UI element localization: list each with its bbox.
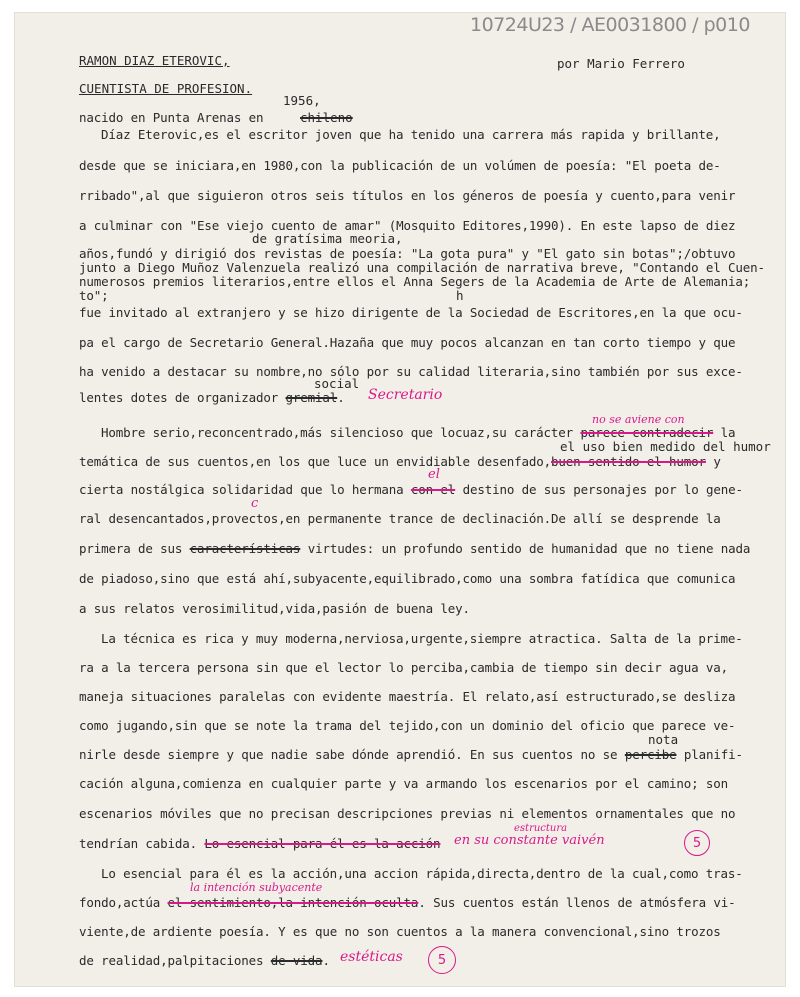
p3-line5 (79, 749, 743, 762)
p1-line4: rribado",al que siguieron otros seis títulos en los géneros de poesía y cuento,para venir (79, 188, 736, 203)
p3-line4: como jugando,sin que se note la trama del tejido,con un dominio del oficio que parece ve- (79, 718, 736, 733)
annotation-el: el (428, 467, 440, 482)
p2-line3 (79, 484, 743, 497)
p1-line13 (79, 392, 345, 405)
p1-line11: pa el cargo de Secretario General.Hazaña que muy pocos alcanzan en tan corto tiempo y que (79, 335, 736, 350)
title-subtitle: CUENTISTA DE PROFESION. (79, 81, 253, 96)
p2-line4: ral desencantados,provectos,en permanente trance de declinación.De allí se desprende la (79, 511, 721, 526)
p4-line2-text: fondo,actúa (79, 895, 161, 910)
p4-line2 (79, 897, 735, 910)
p1-line2: Díaz Eterovic,es el escritor joven que ha tenido una carrera más rapida y brillante, (101, 127, 721, 142)
insert-revistas: de gratísima meoria, (252, 231, 403, 246)
annotation-intencion: la intención subyacente (190, 881, 323, 894)
p1-line13-text: lentes dotes de organizador (79, 390, 279, 405)
p1-line12: ha venido a destacar su nombre,no sólo por su calidad literaria,sino también por sus exce- (79, 364, 743, 379)
p1-line9: to"; (79, 288, 109, 303)
p2-line6: de piadoso,sino que está ahí,subyacente,equilibrado,como una sombra fatídica que comunica (79, 571, 736, 586)
annotation-constante: en su constante vaivén (454, 833, 605, 848)
struck-lo-esencial: Lo esencial para él es la acción (204, 836, 441, 851)
annotation-estructura: estructura (514, 823, 568, 834)
insert-year: 1956, (283, 93, 321, 108)
insert-nota: nota (648, 732, 679, 747)
struck-de-vida: de vida (270, 953, 323, 968)
p3-line5-text: nirle desde siempre y que nadie sabe dónde aprendió. En sus cuentos no se (79, 747, 618, 762)
p4-line3: viente,de ardiente poesía. Y es que no son cuentos a la manera convencional,sino trozos (79, 924, 721, 939)
p2-line7: a sus relatos verosimilitud,vida,pasión de buena ley. (79, 601, 470, 616)
annotation-no-se-aviene: no se aviene con (592, 413, 685, 426)
p2-line3-end: destino de sus personajes por lo gene- (462, 482, 743, 497)
struck-con-el: con el (410, 482, 456, 497)
struck-parece: parece contradecir (580, 425, 714, 440)
p3-line7: escenarios móviles que no precisan descripciones previas ni elementos ornamentales que no (79, 806, 736, 821)
p1-line1: nacido en Punta Arenas en (79, 110, 264, 125)
p3-line8-text: tendrían cabida. (79, 836, 198, 851)
annotation-esteticas: estéticas (340, 949, 403, 965)
p2-line5-end: virtudes: un profundo sentido de humanidad que no tiene nada (307, 541, 751, 556)
p2-line5 (79, 543, 750, 556)
p3-line5-end: planifi- (683, 747, 743, 762)
p4-line1: Lo esencial para él es la acción,una accion rápida,directa,dentro de la cual,como tras- (101, 866, 743, 881)
p1-line6: años,fundó y dirigió dos revistas de poesía: "La gota pura" y "El gato sin botas";/obtuvo (79, 246, 736, 261)
page-mark-circle-b: 5 (428, 946, 456, 974)
p1-line13-end: . (337, 390, 345, 405)
p1-line7: junto a Diego Muñoz Valenzuela realizó una compilación de narrativa breve, "Contando el Cuen- (79, 260, 765, 275)
p2-line2-end: y (713, 454, 721, 469)
p3-line2: ra a la tercera persona sin que el lector lo perciba,cambia de tiempo sin decir agua va, (79, 660, 729, 675)
insert-h: h (456, 288, 464, 303)
p3-line1: La técnica es rica y muy moderna,nerviosa,urgente,siempre atractica. Salta de la prime- (101, 631, 743, 646)
annotation-c: c (251, 496, 259, 511)
p3-line3: maneja situaciones paralelas con evidente maestría. El relato,así estructurado,se desliza (79, 689, 736, 704)
p4-line4 (79, 955, 330, 968)
p2-line2 (79, 456, 721, 469)
insert-social: social (314, 376, 360, 391)
p2-line1-end: la (720, 425, 736, 440)
struck-buen-sentido: buen sentido el humor (551, 454, 706, 469)
p1-line8: numerosos premios literarios,entre ellos el Anna Segers de la Academia de Arte de Alemania; (79, 274, 751, 289)
p2-line5-text: primera de sus (79, 541, 183, 556)
annotation-secretario: Secretario (368, 387, 443, 403)
archive-reference: 10724U23 / AE0031800 / p010 (470, 14, 750, 36)
p3-line8 (79, 838, 440, 851)
title-name: RAMON DIAZ ETEROVIC, (79, 53, 230, 68)
p4-line4-end: . (322, 953, 330, 968)
p2-line2-text: temática de sus cuentos,en los que luce un envidiable desenfado, (79, 454, 552, 469)
struck-gremial: gremial (285, 390, 338, 405)
struck-percibe: percibe (624, 747, 677, 762)
p2-line1-text: Hombre serio,reconcentrado,más silencioso que locuaz,su carácter (101, 425, 574, 440)
p1-line10: fue invitado al extranjero y se hizo dirigente de la Sociedad de Escritores,en la que ocu- (79, 305, 743, 320)
p4-line4-text: de realidad,palpitaciones (79, 953, 264, 968)
author-byline: por Mario Ferrero (557, 56, 685, 71)
struck-chileno: chileno (300, 110, 353, 125)
struck-caracteristicas: características (189, 541, 301, 556)
insert-humor: el uso bien medido del humor (560, 439, 771, 454)
p1-line5: a culminar con "Ese viejo cuento de amar" (Mosquito Editores,1990). En este lapso de diez (79, 218, 736, 233)
p4-line2-end: . Sus cuentos están llenos de atmósfera vi- (418, 895, 736, 910)
struck-sentimiento: el sentimiento,la intención oculta (167, 895, 419, 910)
p1-line3: desde que se iniciara,en 1980,con la publicación de un volúmen de poesía: "El poeta de- (79, 158, 721, 173)
p3-line6: cación alguna,comienza en cualquier parte y va armando los escenarios por el camino; son (79, 776, 729, 791)
page-mark-circle-a: 5 (684, 830, 710, 856)
p2-line1 (101, 427, 735, 440)
p2-line3-text: cierta nostálgica solidaridad que lo hermana (79, 482, 404, 497)
